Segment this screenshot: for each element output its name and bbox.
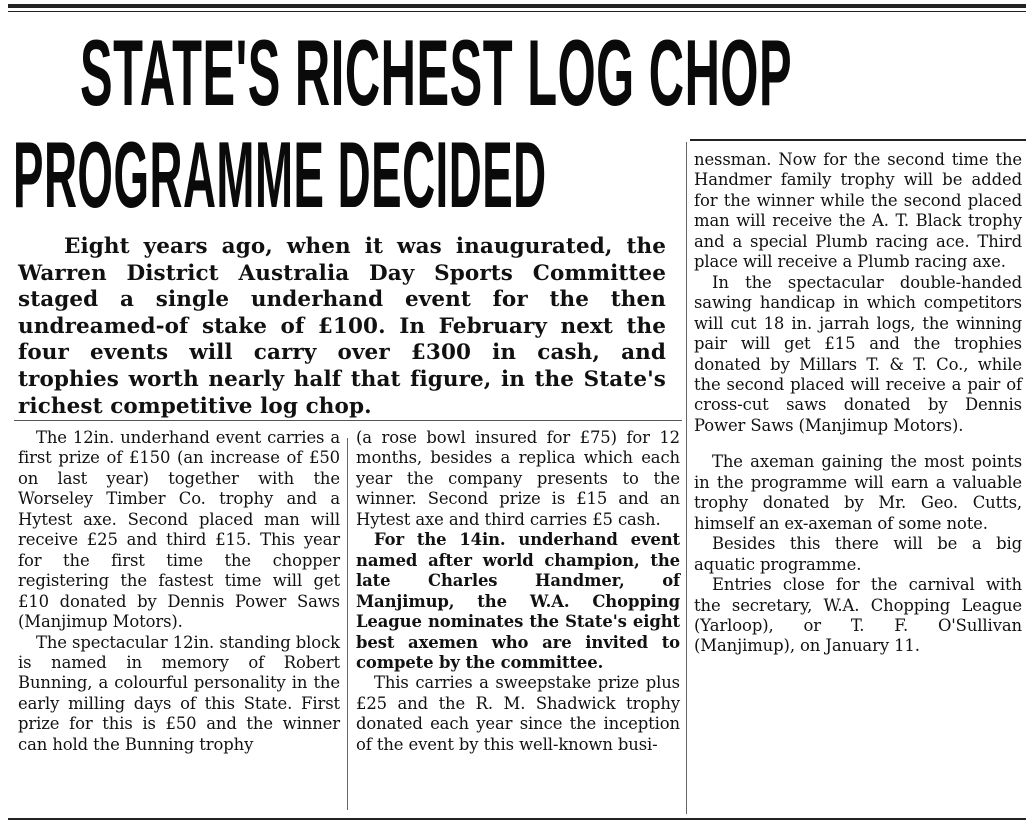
column3-paragraph-4: Besides this there will be a big aquatic programme. [694, 534, 1022, 574]
column3-paragraph-2: In the spectacular double-handed sawing handicap in which competitors will cut 18 in. jarrah logs, the winning pair will get £15 and the trophies donated by Millars T. & T. Co., while the second placed will receive a pair of cross-cut saws donated by Dennis Power Saws (Manjimup Motors). [694, 272, 1022, 435]
article-column-3 [694, 150, 1022, 657]
article-column-1 [18, 428, 340, 755]
top-rule-thin [8, 11, 1026, 12]
top-rule [8, 4, 1026, 8]
column3-paragraph-3: The axeman gaining the most points in the programme will earn a valuable trophy donated by Mr. Geo. Cutts, himself an ex-axeman of some note. [694, 452, 1022, 533]
headline-line-1: STATE'S RICHEST LOG CHOP [80, 20, 793, 125]
column-divider-2 [686, 142, 687, 814]
column1-paragraph-2: The spectacular 12in. standing block is named in memory of Robert Bunning, a colourful personality in the early milling days of this State. First prize for this is £50 and the winner can hold the Bunning trophy [18, 632, 340, 754]
column2-paragraph-3: This carries a sweepstake prize plus £25 and the R. M. Shadwick trophy donated each year since the inception of the event by this well-known busi- [356, 673, 680, 754]
column1-paragraph-1: The 12in. underhand event carries a first prize of £150 (an increase of £50 on last year) together with the Worseley Timber Co. trophy and a Hytest axe. Second placed man will receive £25 and third £15. This year for the first time the chopper registering the fastest time will get £10 donated by Dennis Power Saws (Manjimup Motors). [18, 428, 340, 632]
right-column-top-rule [690, 139, 1026, 141]
bottom-rule [8, 818, 1026, 820]
column3-paragraph-1: nessman. Now for the second time the Handmer family trophy will be added for the winner while the second placed man will receive the A. T. Black trophy and a special Plumb racing ace. Third place will receive a Plumb racing axe. [694, 150, 1022, 272]
headline-line-2: PROGRAMME DECIDED [13, 122, 547, 227]
article-column-2 [356, 428, 680, 755]
column2-paragraph-1: (a rose bowl insured for £75) for 12 months, besides a replica which each year the company presents to the winner. Second prize is £15 and an Hytest axe and third carries £5 cash. [356, 428, 680, 529]
column3-paragraph-5: Entries close for the carnival with the secretary, W.A. Chopping League (Yarloop), or T. F. O'Sullivan (Manjimup), on January 11. [694, 575, 1022, 656]
column-divider-1 [347, 438, 348, 810]
lead-paragraph: Eight years ago, when it was inaugurated, the Warren District Australia Day Sports Committee staged a single underhand event for the then undreamed-of stake of £100. In February next the four events will carry over £300 in cash, and trophies worth nearly half that figure, in the State's richest competitive log chop. [18, 234, 666, 419]
column2-paragraph-2: For the 14in. underhand event named after world champion, the late Charles Handmer, of Manjimup, the W.A. Chopping League nominates the State's eight best axemen who are invited to compete by the committee. [356, 530, 680, 672]
